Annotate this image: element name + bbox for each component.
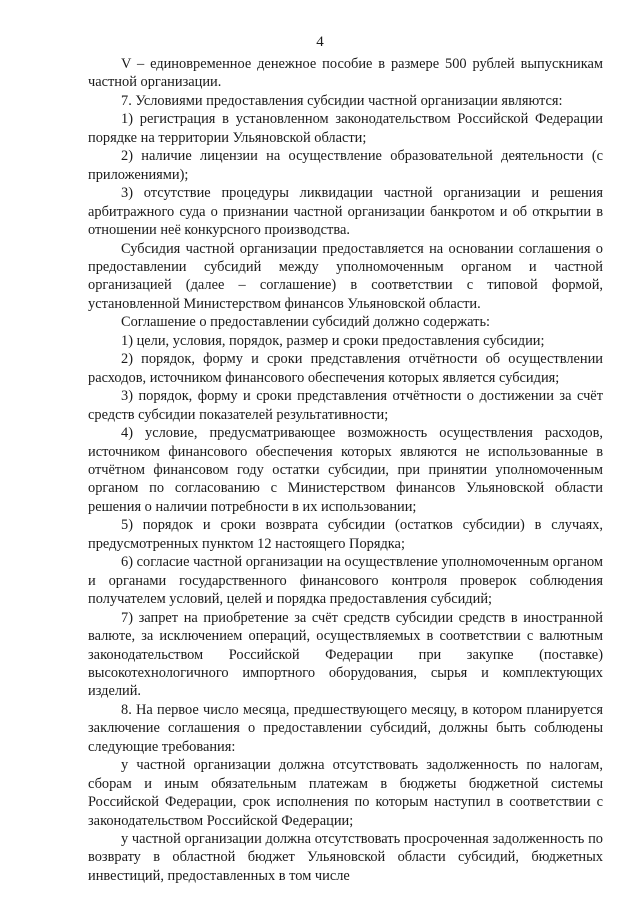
document-body <box>88 55 603 885</box>
paragraph-agreement-contents-heading: Соглашение о предоставлении субсидий должно содержать: <box>121 314 491 331</box>
paragraph-requirement-overdue-debt: у частной организации должна отсутствовать просроченная задолженность по возврату в областной бюджет Ульяновской области субсидий, бюджетных инвестиций, предоставленных в том числе <box>88 831 603 884</box>
paragraph-condition-1: 1) регистрация в установленном законодательством Российской Федерации порядке на территории Ульяновской области; <box>88 111 603 146</box>
paragraph-section-8-heading: 8. На первое число месяца, предшествующего месяцу, в котором планируется заключение соглашения о предоставлении субсидий, должны быть соблюдены следующие требования: <box>88 701 603 755</box>
paragraph-condition-3: 3) отсутствие процедуры ликвидации частной организации и решения арбитражного суда о признании частной организации банкротом и об открытии в отношении неё конкурсного производства. <box>88 185 603 239</box>
paragraph-agreement-item-6: 6) согласие частной организации на осуществление уполномоченным органом и органами государственного финансового контроля проверок соблюдения получателем условий, целей и порядка предоставления субсидий; <box>88 554 603 608</box>
paragraph-condition-2: 2) наличие лицензии на осуществление образовательной деятельности (с приложениями); <box>88 148 603 183</box>
paragraph-requirement-tax-debt: у частной организации должна отсутствовать задолженность по налогам, сборам и иным обязательным платежам в бюджеты бюджетной системы Российской Федерации, срок исполнения по которым наступил в соответствии с законодательством Российской Федерации; <box>88 757 603 829</box>
paragraph-agreement-item-7: 7) запрет на приобретение за счёт средств субсидии средств в иностранной валюте, за исключением операций, осуществляемых в соответствии с валютным законодательством Российской Федерации при закупке (поставке) высокотехнологичного импортного оборудования, сырья и комплектующих изделий. <box>88 609 603 700</box>
paragraph-agreement-item-3: 3) порядок, форму и сроки представления отчётности о достижении за счёт средств субсидии показателей результативности; <box>88 388 603 423</box>
paragraph-agreement-item-1: 1) цели, условия, порядок, размер и сроки предоставления субсидии; <box>121 332 545 349</box>
paragraph-section-7-heading: 7. Условиями предоставления субсидии частной организации являются: <box>121 92 563 109</box>
paragraph-agreement-item-4: 4) условие, предусматривающее возможность осуществления расходов, источником финансового обеспечения которых являются не использованные в отчётном финансовом году остатки субсидии, при принятии уполномоченным органом по согласованию с Министерством финансов Ульяновской области решения о наличии потребности в их использовании; <box>88 425 603 515</box>
paragraph-agreement-item-2: 2) порядок, форму и сроки представления отчётности об осуществлении расходов, источником финансового обеспечения которых является субсидия; <box>88 351 603 386</box>
paragraph-agreement-item-5: 5) порядок и сроки возврата субсидии (остатков субсидии) в случаях, предусмотренных пунктом 12 настоящего Порядка; <box>88 517 603 552</box>
paragraph-pension-item-v: V – единовременное денежное пособие в размере 500 рублей выпускникам частной организации. <box>88 56 603 91</box>
page-number: 4 <box>316 34 324 50</box>
paragraph-subsidy-agreement: Субсидия частной организации предоставляется на основании соглашения о предоставлении субсидий между уполномоченным органом и частной организацией (далее – соглашение) в соответствии с типовой формой, установленной Министерством финансов Ульяновской области. <box>88 240 603 312</box>
